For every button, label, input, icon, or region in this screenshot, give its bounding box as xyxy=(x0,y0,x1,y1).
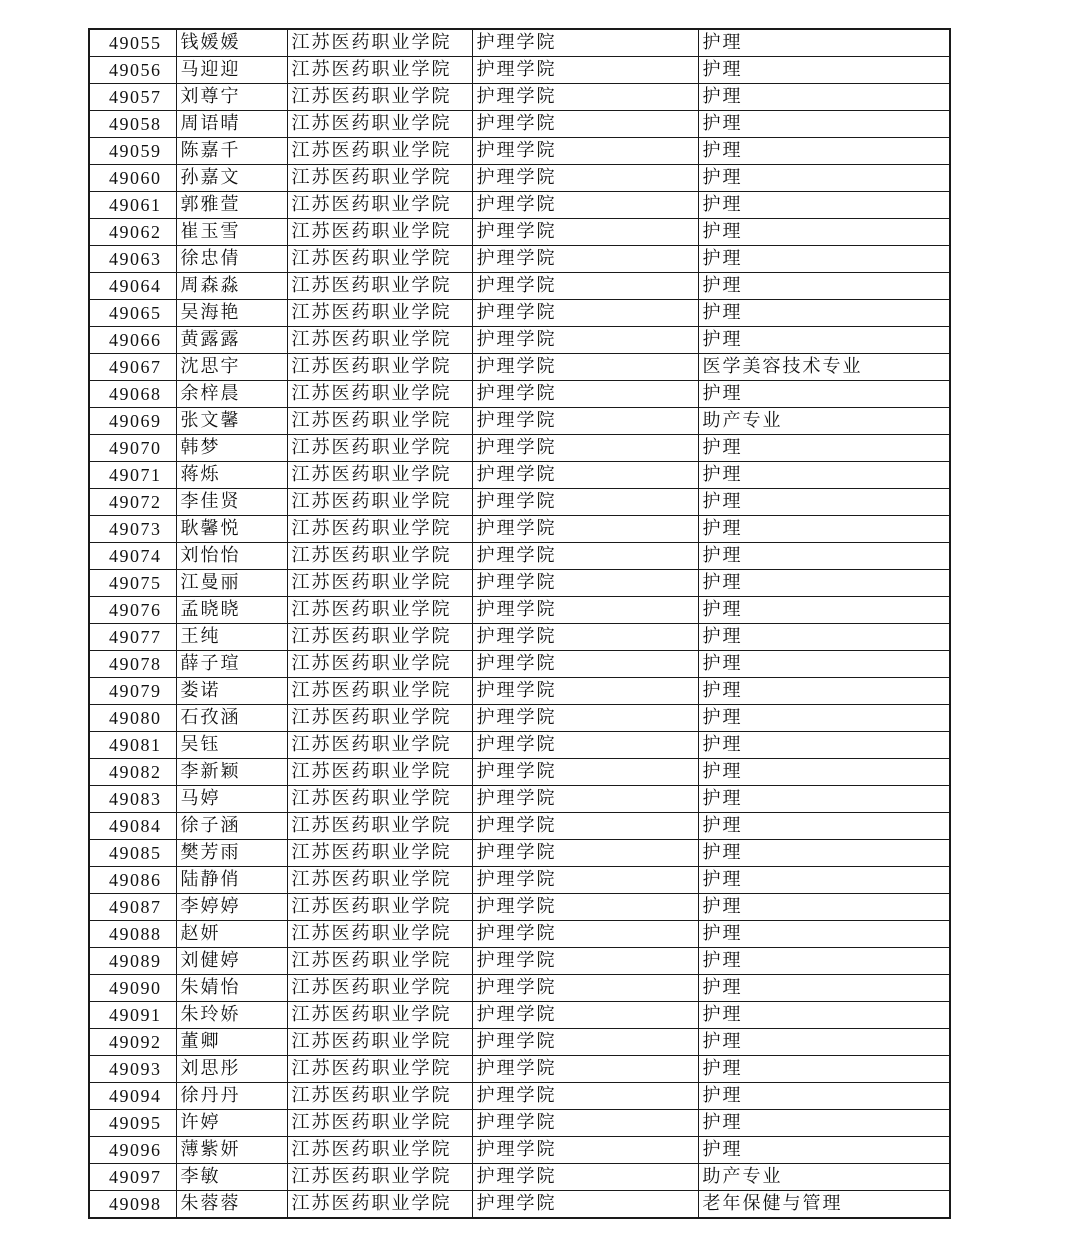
college-cell: 护理学院 xyxy=(472,246,698,273)
school-cell: 江苏医药职业学院 xyxy=(287,111,472,138)
student-name-cell: 李佳贤 xyxy=(176,489,287,516)
table-row xyxy=(89,759,950,786)
college-cell: 护理学院 xyxy=(472,921,698,948)
school-cell: 江苏医药职业学院 xyxy=(287,57,472,84)
school-cell: 江苏医药职业学院 xyxy=(287,813,472,840)
major-cell: 护理 xyxy=(698,921,950,948)
school-cell: 江苏医药职业学院 xyxy=(287,462,472,489)
table-row xyxy=(89,1137,950,1164)
school-cell: 江苏医药职业学院 xyxy=(287,543,472,570)
table-row xyxy=(89,1191,950,1219)
major-cell: 护理 xyxy=(698,597,950,624)
student-id-cell: 49082 xyxy=(89,759,176,786)
student-name-cell: 樊芳雨 xyxy=(176,840,287,867)
college-cell: 护理学院 xyxy=(472,867,698,894)
table-row xyxy=(89,813,950,840)
student-id-cell: 49089 xyxy=(89,948,176,975)
college-cell: 护理学院 xyxy=(472,624,698,651)
student-name-cell: 朱玲娇 xyxy=(176,1002,287,1029)
student-name-cell: 董卿 xyxy=(176,1029,287,1056)
roster-body xyxy=(89,29,950,1218)
major-cell: 护理 xyxy=(698,462,950,489)
school-cell: 江苏医药职业学院 xyxy=(287,1083,472,1110)
college-cell: 护理学院 xyxy=(472,813,698,840)
major-cell: 医学美容技术专业 xyxy=(698,354,950,381)
school-cell: 江苏医药职业学院 xyxy=(287,732,472,759)
student-id-cell: 49059 xyxy=(89,138,176,165)
major-cell: 护理 xyxy=(698,786,950,813)
student-id-cell: 49094 xyxy=(89,1083,176,1110)
table-row xyxy=(89,165,950,192)
major-cell: 护理 xyxy=(698,1056,950,1083)
student-id-cell: 49065 xyxy=(89,300,176,327)
college-cell: 护理学院 xyxy=(472,489,698,516)
table-row xyxy=(89,1110,950,1137)
student-name-cell: 徐忠倩 xyxy=(176,246,287,273)
major-cell: 助产专业 xyxy=(698,408,950,435)
student-roster-table xyxy=(88,28,951,1219)
table-row xyxy=(89,111,950,138)
major-cell: 护理 xyxy=(698,489,950,516)
college-cell: 护理学院 xyxy=(472,111,698,138)
college-cell: 护理学院 xyxy=(472,435,698,462)
college-cell: 护理学院 xyxy=(472,1002,698,1029)
college-cell: 护理学院 xyxy=(472,840,698,867)
table-row xyxy=(89,840,950,867)
school-cell: 江苏医药职业学院 xyxy=(287,840,472,867)
table-row xyxy=(89,408,950,435)
student-id-cell: 49057 xyxy=(89,84,176,111)
student-id-cell: 49074 xyxy=(89,543,176,570)
table-row xyxy=(89,1083,950,1110)
school-cell: 江苏医药职业学院 xyxy=(287,948,472,975)
college-cell: 护理学院 xyxy=(472,597,698,624)
college-cell: 护理学院 xyxy=(472,29,698,57)
college-cell: 护理学院 xyxy=(472,165,698,192)
college-cell: 护理学院 xyxy=(472,354,698,381)
table-row xyxy=(89,219,950,246)
student-name-cell: 郭雅萱 xyxy=(176,192,287,219)
student-name-cell: 周森淼 xyxy=(176,273,287,300)
student-id-cell: 49063 xyxy=(89,246,176,273)
major-cell: 护理 xyxy=(698,867,950,894)
student-id-cell: 49067 xyxy=(89,354,176,381)
major-cell: 护理 xyxy=(698,300,950,327)
major-cell: 护理 xyxy=(698,273,950,300)
table-row xyxy=(89,29,950,57)
college-cell: 护理学院 xyxy=(472,732,698,759)
major-cell: 护理 xyxy=(698,813,950,840)
school-cell: 江苏医药职业学院 xyxy=(287,84,472,111)
student-name-cell: 徐丹丹 xyxy=(176,1083,287,1110)
major-cell: 护理 xyxy=(698,1137,950,1164)
major-cell: 护理 xyxy=(698,192,950,219)
college-cell: 护理学院 xyxy=(472,786,698,813)
school-cell: 江苏医药职业学院 xyxy=(287,597,472,624)
student-name-cell: 周语晴 xyxy=(176,111,287,138)
student-name-cell: 蒋烁 xyxy=(176,462,287,489)
major-cell: 护理 xyxy=(698,678,950,705)
student-id-cell: 49056 xyxy=(89,57,176,84)
school-cell: 江苏医药职业学院 xyxy=(287,29,472,57)
college-cell: 护理学院 xyxy=(472,1164,698,1191)
college-cell: 护理学院 xyxy=(472,1083,698,1110)
student-id-cell: 49090 xyxy=(89,975,176,1002)
student-name-cell: 江曼丽 xyxy=(176,570,287,597)
student-name-cell: 李敏 xyxy=(176,1164,287,1191)
student-id-cell: 49070 xyxy=(89,435,176,462)
student-name-cell: 朱婧怡 xyxy=(176,975,287,1002)
school-cell: 江苏医药职业学院 xyxy=(287,192,472,219)
student-id-cell: 49092 xyxy=(89,1029,176,1056)
major-cell: 护理 xyxy=(698,516,950,543)
table-row xyxy=(89,84,950,111)
table-row xyxy=(89,705,950,732)
college-cell: 护理学院 xyxy=(472,894,698,921)
table-row xyxy=(89,273,950,300)
student-id-cell: 49088 xyxy=(89,921,176,948)
school-cell: 江苏医药职业学院 xyxy=(287,867,472,894)
table-row xyxy=(89,948,950,975)
student-id-cell: 49084 xyxy=(89,813,176,840)
major-cell: 护理 xyxy=(698,57,950,84)
school-cell: 江苏医药职业学院 xyxy=(287,921,472,948)
table-row xyxy=(89,327,950,354)
table-row xyxy=(89,300,950,327)
major-cell: 助产专业 xyxy=(698,1164,950,1191)
student-id-cell: 49097 xyxy=(89,1164,176,1191)
school-cell: 江苏医药职业学院 xyxy=(287,705,472,732)
student-id-cell: 49062 xyxy=(89,219,176,246)
student-id-cell: 49086 xyxy=(89,867,176,894)
table-row xyxy=(89,597,950,624)
major-cell: 护理 xyxy=(698,1110,950,1137)
table-row xyxy=(89,516,950,543)
school-cell: 江苏医药职业学院 xyxy=(287,759,472,786)
college-cell: 护理学院 xyxy=(472,57,698,84)
school-cell: 江苏医药职业学院 xyxy=(287,489,472,516)
student-name-cell: 余梓晨 xyxy=(176,381,287,408)
table-row xyxy=(89,1029,950,1056)
major-cell: 护理 xyxy=(698,111,950,138)
student-name-cell: 张文馨 xyxy=(176,408,287,435)
student-name-cell: 刘健婷 xyxy=(176,948,287,975)
student-name-cell: 赵妍 xyxy=(176,921,287,948)
school-cell: 江苏医药职业学院 xyxy=(287,624,472,651)
student-name-cell: 刘怡怡 xyxy=(176,543,287,570)
student-name-cell: 钱媛媛 xyxy=(176,29,287,57)
college-cell: 护理学院 xyxy=(472,975,698,1002)
major-cell: 护理 xyxy=(698,1029,950,1056)
student-id-cell: 49077 xyxy=(89,624,176,651)
school-cell: 江苏医药职业学院 xyxy=(287,219,472,246)
major-cell: 护理 xyxy=(698,1083,950,1110)
major-cell: 护理 xyxy=(698,975,950,1002)
table-row xyxy=(89,246,950,273)
student-name-cell: 马婷 xyxy=(176,786,287,813)
school-cell: 江苏医药职业学院 xyxy=(287,570,472,597)
student-id-cell: 49080 xyxy=(89,705,176,732)
student-id-cell: 49079 xyxy=(89,678,176,705)
student-id-cell: 49076 xyxy=(89,597,176,624)
student-id-cell: 49066 xyxy=(89,327,176,354)
major-cell: 护理 xyxy=(698,165,950,192)
student-name-cell: 李婷婷 xyxy=(176,894,287,921)
table-row xyxy=(89,894,950,921)
student-id-cell: 49071 xyxy=(89,462,176,489)
student-id-cell: 49055 xyxy=(89,29,176,57)
college-cell: 护理学院 xyxy=(472,408,698,435)
school-cell: 江苏医药职业学院 xyxy=(287,786,472,813)
student-id-cell: 49087 xyxy=(89,894,176,921)
student-name-cell: 徐子涵 xyxy=(176,813,287,840)
school-cell: 江苏医药职业学院 xyxy=(287,1164,472,1191)
table-row xyxy=(89,1002,950,1029)
table-row xyxy=(89,570,950,597)
school-cell: 江苏医药职业学院 xyxy=(287,1137,472,1164)
table-row xyxy=(89,624,950,651)
table-row xyxy=(89,57,950,84)
student-name-cell: 王纯 xyxy=(176,624,287,651)
table-row xyxy=(89,354,950,381)
major-cell: 护理 xyxy=(698,759,950,786)
college-cell: 护理学院 xyxy=(472,462,698,489)
college-cell: 护理学院 xyxy=(472,138,698,165)
school-cell: 江苏医药职业学院 xyxy=(287,246,472,273)
college-cell: 护理学院 xyxy=(472,570,698,597)
major-cell: 护理 xyxy=(698,246,950,273)
school-cell: 江苏医药职业学院 xyxy=(287,1110,472,1137)
major-cell: 护理 xyxy=(698,84,950,111)
table-row xyxy=(89,921,950,948)
table-row xyxy=(89,867,950,894)
school-cell: 江苏医药职业学院 xyxy=(287,678,472,705)
table-row xyxy=(89,651,950,678)
student-name-cell: 李新颖 xyxy=(176,759,287,786)
student-id-cell: 49096 xyxy=(89,1137,176,1164)
school-cell: 江苏医药职业学院 xyxy=(287,516,472,543)
major-cell: 护理 xyxy=(698,138,950,165)
student-id-cell: 49085 xyxy=(89,840,176,867)
student-id-cell: 49061 xyxy=(89,192,176,219)
college-cell: 护理学院 xyxy=(472,381,698,408)
college-cell: 护理学院 xyxy=(472,300,698,327)
major-cell: 护理 xyxy=(698,381,950,408)
college-cell: 护理学院 xyxy=(472,219,698,246)
table-row xyxy=(89,489,950,516)
student-name-cell: 朱蓉蓉 xyxy=(176,1191,287,1219)
major-cell: 护理 xyxy=(698,435,950,462)
student-name-cell: 许婷 xyxy=(176,1110,287,1137)
table-row xyxy=(89,1056,950,1083)
college-cell: 护理学院 xyxy=(472,327,698,354)
document-page xyxy=(88,28,949,1219)
table-row xyxy=(89,678,950,705)
major-cell: 护理 xyxy=(698,1002,950,1029)
student-id-cell: 49068 xyxy=(89,381,176,408)
major-cell: 护理 xyxy=(698,219,950,246)
student-id-cell: 49073 xyxy=(89,516,176,543)
school-cell: 江苏医药职业学院 xyxy=(287,381,472,408)
school-cell: 江苏医药职业学院 xyxy=(287,300,472,327)
school-cell: 江苏医药职业学院 xyxy=(287,435,472,462)
school-cell: 江苏医药职业学院 xyxy=(287,354,472,381)
school-cell: 江苏医药职业学院 xyxy=(287,327,472,354)
college-cell: 护理学院 xyxy=(472,192,698,219)
major-cell: 护理 xyxy=(698,624,950,651)
table-row xyxy=(89,975,950,1002)
student-id-cell: 49072 xyxy=(89,489,176,516)
college-cell: 护理学院 xyxy=(472,759,698,786)
student-name-cell: 刘思彤 xyxy=(176,1056,287,1083)
school-cell: 江苏医药职业学院 xyxy=(287,138,472,165)
table-row xyxy=(89,435,950,462)
student-name-cell: 孟晓晓 xyxy=(176,597,287,624)
student-id-cell: 49095 xyxy=(89,1110,176,1137)
student-id-cell: 49081 xyxy=(89,732,176,759)
college-cell: 护理学院 xyxy=(472,84,698,111)
school-cell: 江苏医药职业学院 xyxy=(287,1056,472,1083)
college-cell: 护理学院 xyxy=(472,678,698,705)
college-cell: 护理学院 xyxy=(472,516,698,543)
major-cell: 护理 xyxy=(698,651,950,678)
school-cell: 江苏医药职业学院 xyxy=(287,975,472,1002)
school-cell: 江苏医药职业学院 xyxy=(287,408,472,435)
student-name-cell: 韩梦 xyxy=(176,435,287,462)
student-name-cell: 马迎迎 xyxy=(176,57,287,84)
school-cell: 江苏医药职业学院 xyxy=(287,651,472,678)
school-cell: 江苏医药职业学院 xyxy=(287,273,472,300)
student-id-cell: 49083 xyxy=(89,786,176,813)
student-id-cell: 49093 xyxy=(89,1056,176,1083)
major-cell: 护理 xyxy=(698,29,950,57)
major-cell: 护理 xyxy=(698,732,950,759)
table-row xyxy=(89,462,950,489)
school-cell: 江苏医药职业学院 xyxy=(287,165,472,192)
table-row xyxy=(89,786,950,813)
college-cell: 护理学院 xyxy=(472,1056,698,1083)
major-cell: 护理 xyxy=(698,840,950,867)
school-cell: 江苏医药职业学院 xyxy=(287,1002,472,1029)
student-name-cell: 刘尊宁 xyxy=(176,84,287,111)
table-row xyxy=(89,1164,950,1191)
table-row xyxy=(89,138,950,165)
table-row xyxy=(89,381,950,408)
student-name-cell: 沈思宇 xyxy=(176,354,287,381)
table-row xyxy=(89,732,950,759)
student-name-cell: 吴钰 xyxy=(176,732,287,759)
student-id-cell: 49058 xyxy=(89,111,176,138)
student-id-cell: 49064 xyxy=(89,273,176,300)
major-cell: 老年保健与管理 xyxy=(698,1191,950,1219)
college-cell: 护理学院 xyxy=(472,705,698,732)
student-id-cell: 49078 xyxy=(89,651,176,678)
student-name-cell: 黄露露 xyxy=(176,327,287,354)
student-name-cell: 薛子瑄 xyxy=(176,651,287,678)
college-cell: 护理学院 xyxy=(472,273,698,300)
student-id-cell: 49091 xyxy=(89,1002,176,1029)
major-cell: 护理 xyxy=(698,705,950,732)
table-row xyxy=(89,192,950,219)
student-name-cell: 耿馨悦 xyxy=(176,516,287,543)
college-cell: 护理学院 xyxy=(472,1110,698,1137)
school-cell: 江苏医药职业学院 xyxy=(287,894,472,921)
major-cell: 护理 xyxy=(698,948,950,975)
student-id-cell: 49060 xyxy=(89,165,176,192)
table-row xyxy=(89,543,950,570)
major-cell: 护理 xyxy=(698,543,950,570)
college-cell: 护理学院 xyxy=(472,1191,698,1219)
student-id-cell: 49075 xyxy=(89,570,176,597)
student-name-cell: 石孜涵 xyxy=(176,705,287,732)
college-cell: 护理学院 xyxy=(472,543,698,570)
student-name-cell: 吴海艳 xyxy=(176,300,287,327)
student-name-cell: 陈嘉千 xyxy=(176,138,287,165)
major-cell: 护理 xyxy=(698,327,950,354)
student-id-cell: 49069 xyxy=(89,408,176,435)
student-name-cell: 陆静俏 xyxy=(176,867,287,894)
student-name-cell: 孙嘉文 xyxy=(176,165,287,192)
major-cell: 护理 xyxy=(698,894,950,921)
student-name-cell: 崔玉雪 xyxy=(176,219,287,246)
student-name-cell: 薄紫妍 xyxy=(176,1137,287,1164)
school-cell: 江苏医药职业学院 xyxy=(287,1191,472,1219)
college-cell: 护理学院 xyxy=(472,1137,698,1164)
college-cell: 护理学院 xyxy=(472,948,698,975)
school-cell: 江苏医药职业学院 xyxy=(287,1029,472,1056)
student-id-cell: 49098 xyxy=(89,1191,176,1219)
major-cell: 护理 xyxy=(698,570,950,597)
college-cell: 护理学院 xyxy=(472,1029,698,1056)
student-name-cell: 娄诺 xyxy=(176,678,287,705)
college-cell: 护理学院 xyxy=(472,651,698,678)
